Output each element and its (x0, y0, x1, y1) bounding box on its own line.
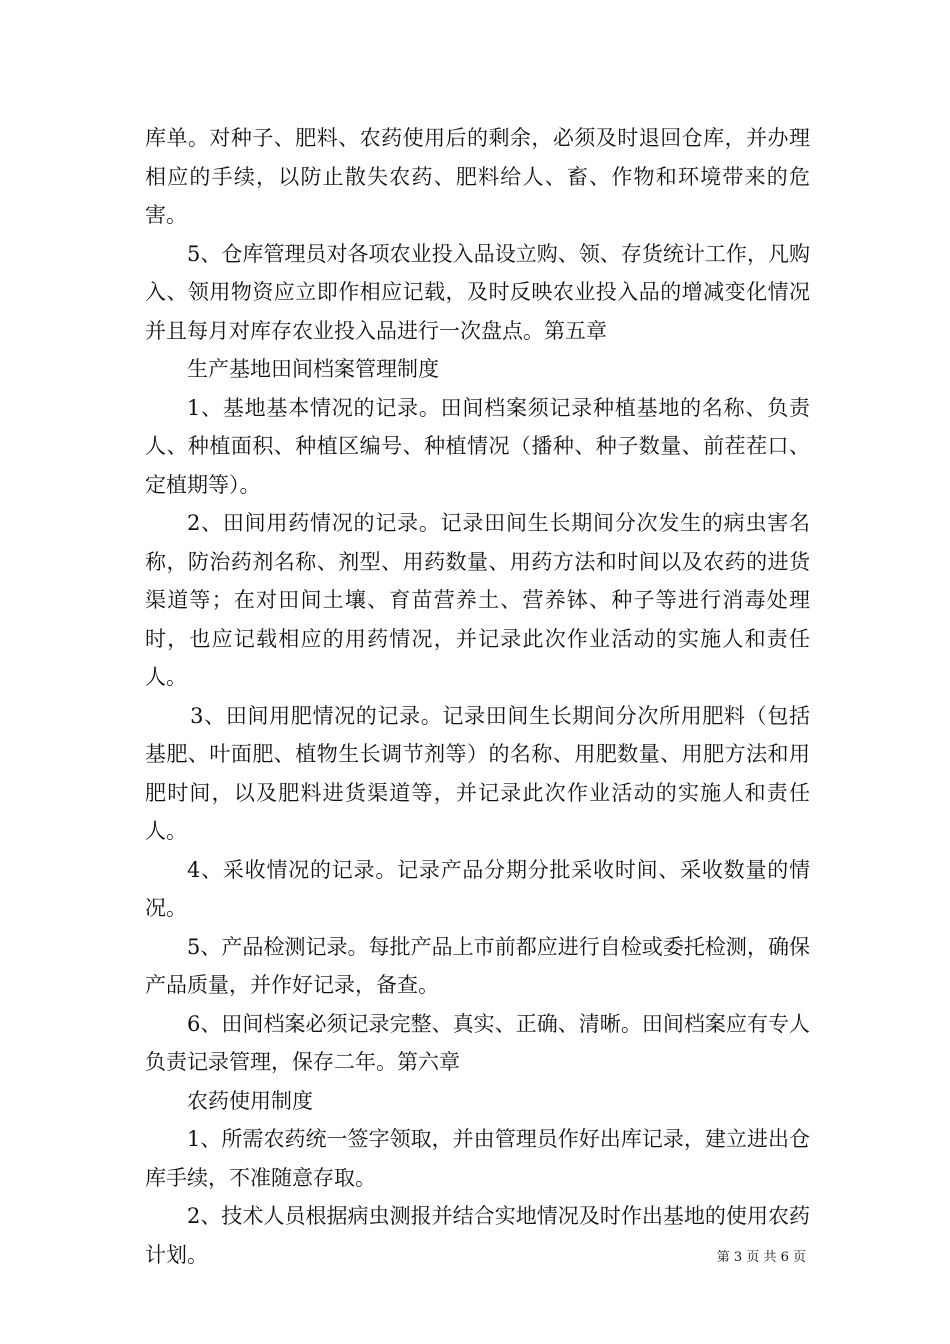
paragraph-pesticide-plan: 2、技术人员根据病虫测报并结合实地情况及时作出基地的使用农药计划。 (145, 1204, 810, 1267)
paragraph-pesticide-collection: 1、所需农药统一签字领取，并由管理员作好出库记录，建立进出仓库手续，不准随意存取。 (145, 1127, 810, 1190)
section-title-pesticide-use: 农药使用制度 (187, 1088, 313, 1113)
paragraph-product-testing-record: 5、产品检测记录。每批产品上市前都应进行自检或委托检测，确保产品质量，并作好记录，备查。 (145, 934, 810, 997)
paragraph-harvest-record: 4、采收情况的记录。记录产品分期分批采收时间、采收数量的情况。 (145, 857, 810, 920)
document-body (145, 119, 810, 1274)
paragraph-warehouse-return: 库单。对种子、肥料、农药使用后的剩余，必须及时退回仓库，并办理相应的手续，以防止散失农药、肥料给人、畜、作物和环境带来的危害。 (145, 126, 810, 227)
page-number-footer: 第 3 页 共 6 页 (716, 1250, 806, 1265)
paragraph-warehouse-statistics: 5、仓库管理员对各项农业投入品设立购、领、存货统计工作，凡购入、领用物资应立即作相应记载，及时反映农业投入品的增减变化情况并且每月对库存农业投入品进行一次盘点。第五章 (145, 241, 810, 343)
paragraph-pesticide-record: 2、田间用药情况的记录。记录田间生长期间分次发生的病虫害名称，防治药剂名称、剂型、用药数量、用药方法和时间以及农药的进货渠道等；在对田间土壤、育苗营养土、营养钵、种子等进行消毒处理时，也应记载相应的用药情况，并记录此次作业活动的实施人和责任人。 (145, 511, 810, 689)
paragraph-base-info-record: 1、基地基本情况的记录。田间档案须记录种植基地的名称、负责人、种植面积、种植区编号、种植情况（播种、种子数量、前茬茬口、定植期等）。 (145, 395, 810, 497)
paragraph-fertilizer-record: 3、田间用肥情况的记录。记录田间生长期间分次所用肥料（包括基肥、叶面肥、植物生长调节剂等）的名称、用肥数量、用肥方法和用肥时间，以及肥料进货渠道等，并记录此次作业活动的实施人和责任人。 (145, 703, 810, 843)
paragraph-archive-requirements: 6、田间档案必须记录完整、真实、正确、清晰。田间档案应有专人负责记录管理，保存二年。第六章 (145, 1011, 810, 1074)
section-title-field-records: 生产基地田间档案管理制度 (187, 357, 439, 381)
